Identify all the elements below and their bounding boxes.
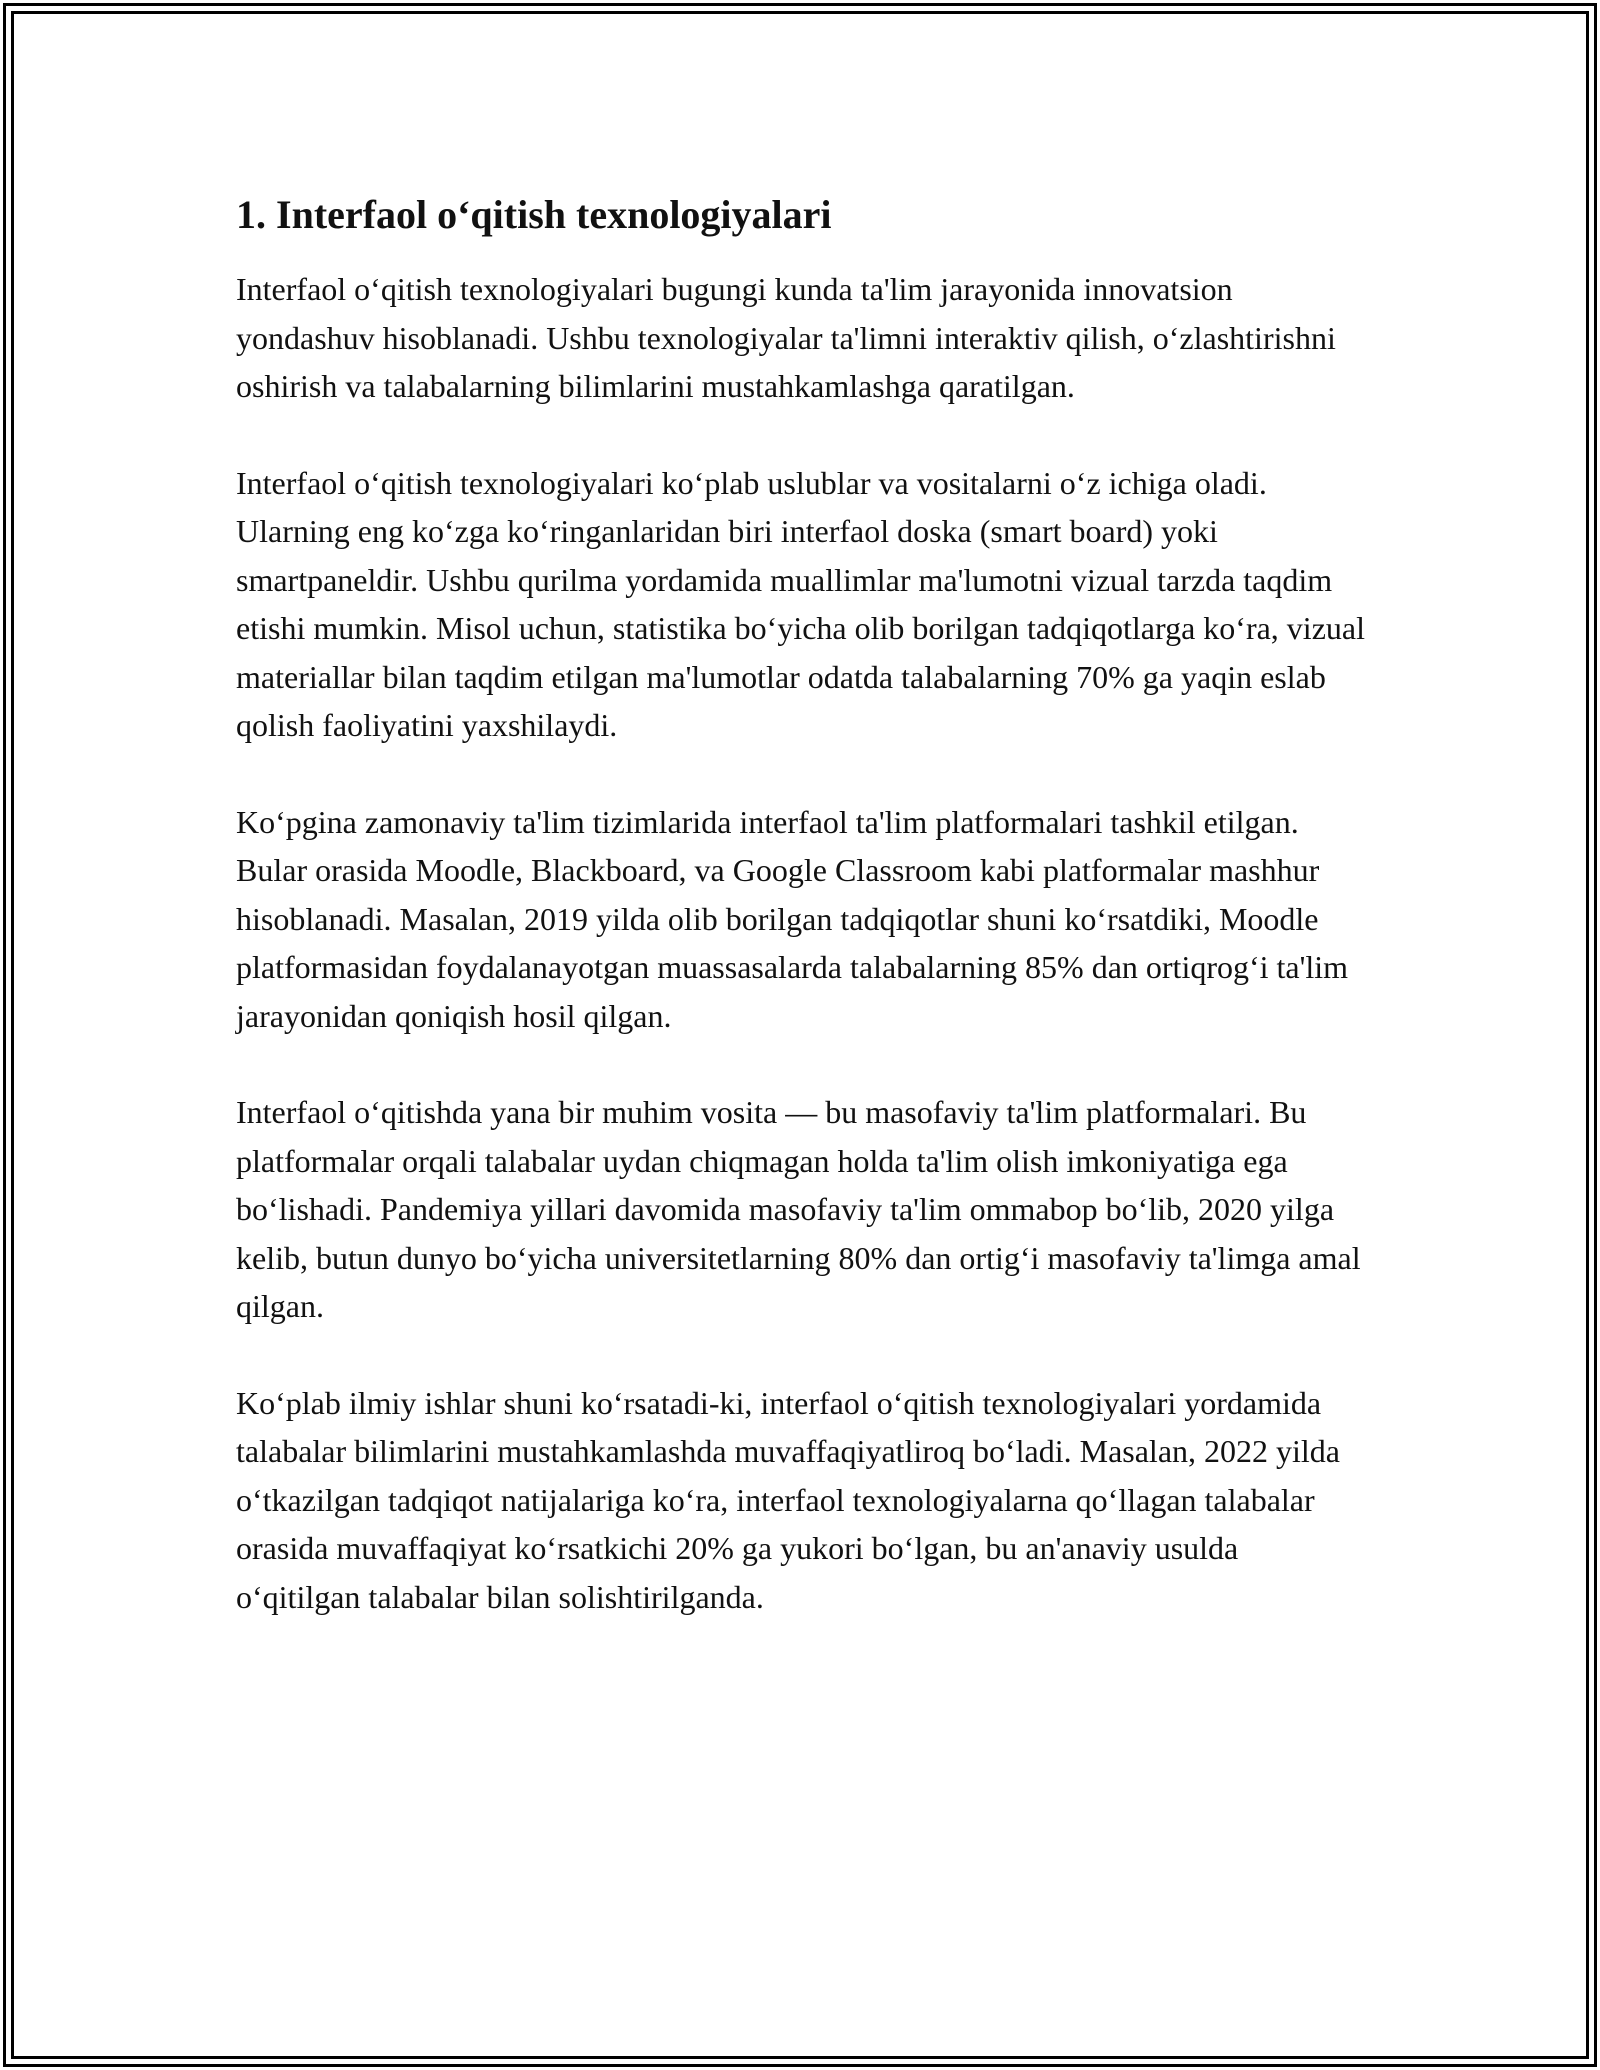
- paragraph-1: Interfaol o‘qitish texnologiyalari bugungi kunda ta'lim jarayonida innovatsion yondashuv hisoblanadi. Ushbu texnologiyalar ta'limni interaktiv qilish, o‘zlashtirishni oshirish va talabalarning bilimlarini mustahkamlashga qaratilgan.: [236, 271, 1336, 404]
- paragraph-5: Ko‘plab ilmiy ishlar shuni ko‘rsatadi-ki, interfaol o‘qitish texnologiyalari yordamida talabalar bilimlarini mustahkamlashda muvaffaqiyatliroq bo‘ladi. Masalan, 2022 yilda o‘tkazilgan tadqiqot natijalariga ko‘ra, interfaol texnologiyalarna qo‘llagan talabalar orasida muvaffaqiyat ko‘rsatkichi 20% ga yukori bo‘lgan, bu an'anaviy usulda o‘qitilgan talabalar bilan solishtirilganda.: [236, 1384, 1340, 1615]
- document-body: [236, 185, 1366, 1669]
- paragraph-4: Interfaol o‘qitishda yana bir muhim vosita — bu masofaviy ta'lim platformalari. Bu platformalar orqali talabalar uydan chiqmagan holda ta'lim olish imkoniyatiga ega bo‘lishadi. Pandemiya yillari davomida masofaviy ta'lim ommabop bo‘lib, 2020 yilga kelib, butun dunyo bo‘yicha universitetlarning 80% dan ortig‘i masofaviy ta'limga amal qilgan.: [236, 1094, 1361, 1324]
- paragraph-2: Interfaol o‘qitish texnologiyalari ko‘plab uslublar va vositalarni o‘z ichiga oladi. Ularning eng ko‘zga ko‘ringanlaridan biri interfaol doska (smart board) yoki smartpaneldir. Ushbu qurilma yordamida muallimlar ma'lumotni vizual tarzda taqdim etishi mumkin. Misol uchun, statistika bo‘yicha olib borilgan tadqiqotlarga ko‘ra, vizual materiallar bilan taqdim etilgan ma'lumotlar odatda talabalarning 70% ga yaqin eslab qolish faoliyatini yaxshilaydi.: [236, 464, 1365, 743]
- paragraph-3: Ko‘pgina zamonaviy ta'lim tizimlarida interfaol ta'lim platformalari tashkil etilgan. Bular orasida Moodle, Blackboard, va Google Classroom kabi platformalar mashhur hisoblanadi. Masalan, 2019 yilda olib borilgan tadqiqotlar shuni ko‘rsatdiki, Moodle platformasidan foydalanayotgan muassasalarda talabalarning 85% dan ortiqrog‘i ta'lim jarayonidan qoniqish hosil qilgan.: [236, 803, 1349, 1034]
- section-title: 1. Interfaol o‘qitish texnologiyalari: [236, 192, 832, 237]
